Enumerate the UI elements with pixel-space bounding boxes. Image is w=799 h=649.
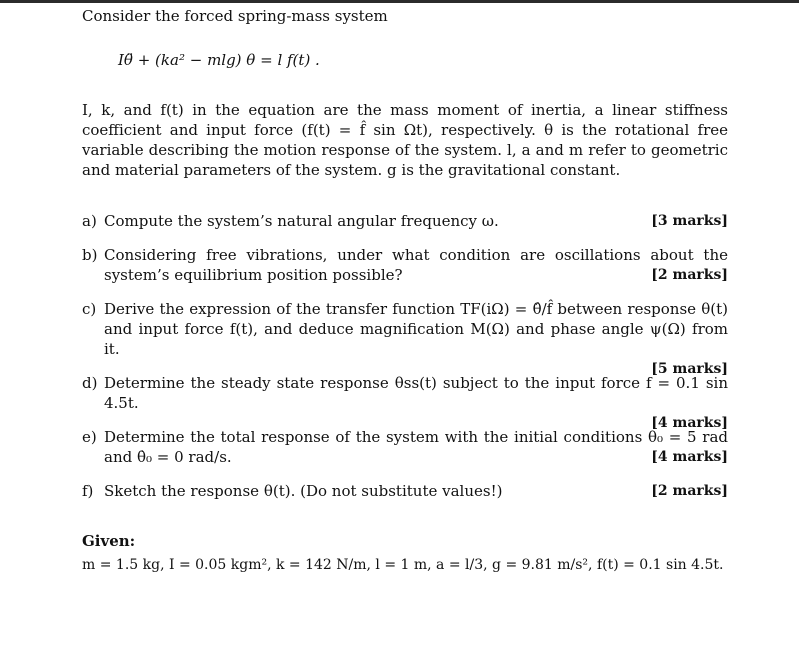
question-label: d) bbox=[82, 374, 98, 392]
question-label: b) bbox=[82, 246, 98, 264]
description-text: I, k, and f(t) in the equation are the mass moment of inertia, a linear stiffness coefficient and input force (f(t) = f̂ sin Ωt), respectively. θ is the rotational free variable describing the motion response of the system. l, a and m refer to geometric and material parameters of the system. g is the gravitational constant. bbox=[82, 101, 728, 179]
question-text: Determine the total response of the system with the initial conditions θ₀ = 5 rad and θ̇₀ = 0 rad/s. bbox=[104, 428, 728, 466]
given-heading: Given: bbox=[82, 532, 136, 550]
question-text: Considering free vibrations, under what condition are oscillations about the system’s equilibrium position possible? bbox=[104, 246, 728, 284]
question-marks: [4 marks] bbox=[651, 449, 728, 465]
question-label: e) bbox=[82, 428, 97, 446]
question-text: Derive the expression of the transfer function TF(iΩ) = θ̂/f̂ between response θ(t) and input force f(t), and deduce magnification M(Ω) and phase angle ψ(Ω) from it. bbox=[104, 300, 728, 358]
question-text: Compute the system’s natural angular frequency ω. bbox=[104, 212, 499, 230]
question-text: Sketch the response θ(t). (Do not substitute values!) bbox=[104, 482, 503, 500]
question-e bbox=[82, 427, 728, 467]
description-paragraph bbox=[82, 100, 728, 180]
intro-text: Consider the forced spring-mass system bbox=[82, 7, 388, 25]
given-values: m = 1.5 kg, I = 0.05 kgm², k = 142 N/m, l = 1 m, a = l/3, g = 9.81 m/s², f(t) = 0.1 sin 4.5t. bbox=[82, 557, 724, 573]
question-c bbox=[82, 299, 728, 379]
question-f bbox=[82, 481, 728, 501]
governing-equation: Iθ̈ + (ka² − mlg) θ = l f(t) . bbox=[118, 51, 320, 69]
top-rule bbox=[0, 0, 799, 3]
question-label: c) bbox=[82, 300, 97, 318]
question-marks: [2 marks] bbox=[651, 483, 728, 499]
question-label: f) bbox=[82, 482, 94, 500]
question-marks: [5 marks] bbox=[651, 361, 728, 377]
question-marks: [2 marks] bbox=[651, 267, 728, 283]
question-marks: [4 marks] bbox=[651, 415, 728, 431]
question-label: a) bbox=[82, 212, 97, 230]
question-a bbox=[82, 211, 728, 231]
question-text: Determine the steady state response θss(t) subject to the input force f = 0.1 sin 4.5t. bbox=[104, 374, 728, 412]
question-b bbox=[82, 245, 728, 285]
question-marks: [3 marks] bbox=[651, 213, 728, 229]
question-d bbox=[82, 373, 728, 433]
